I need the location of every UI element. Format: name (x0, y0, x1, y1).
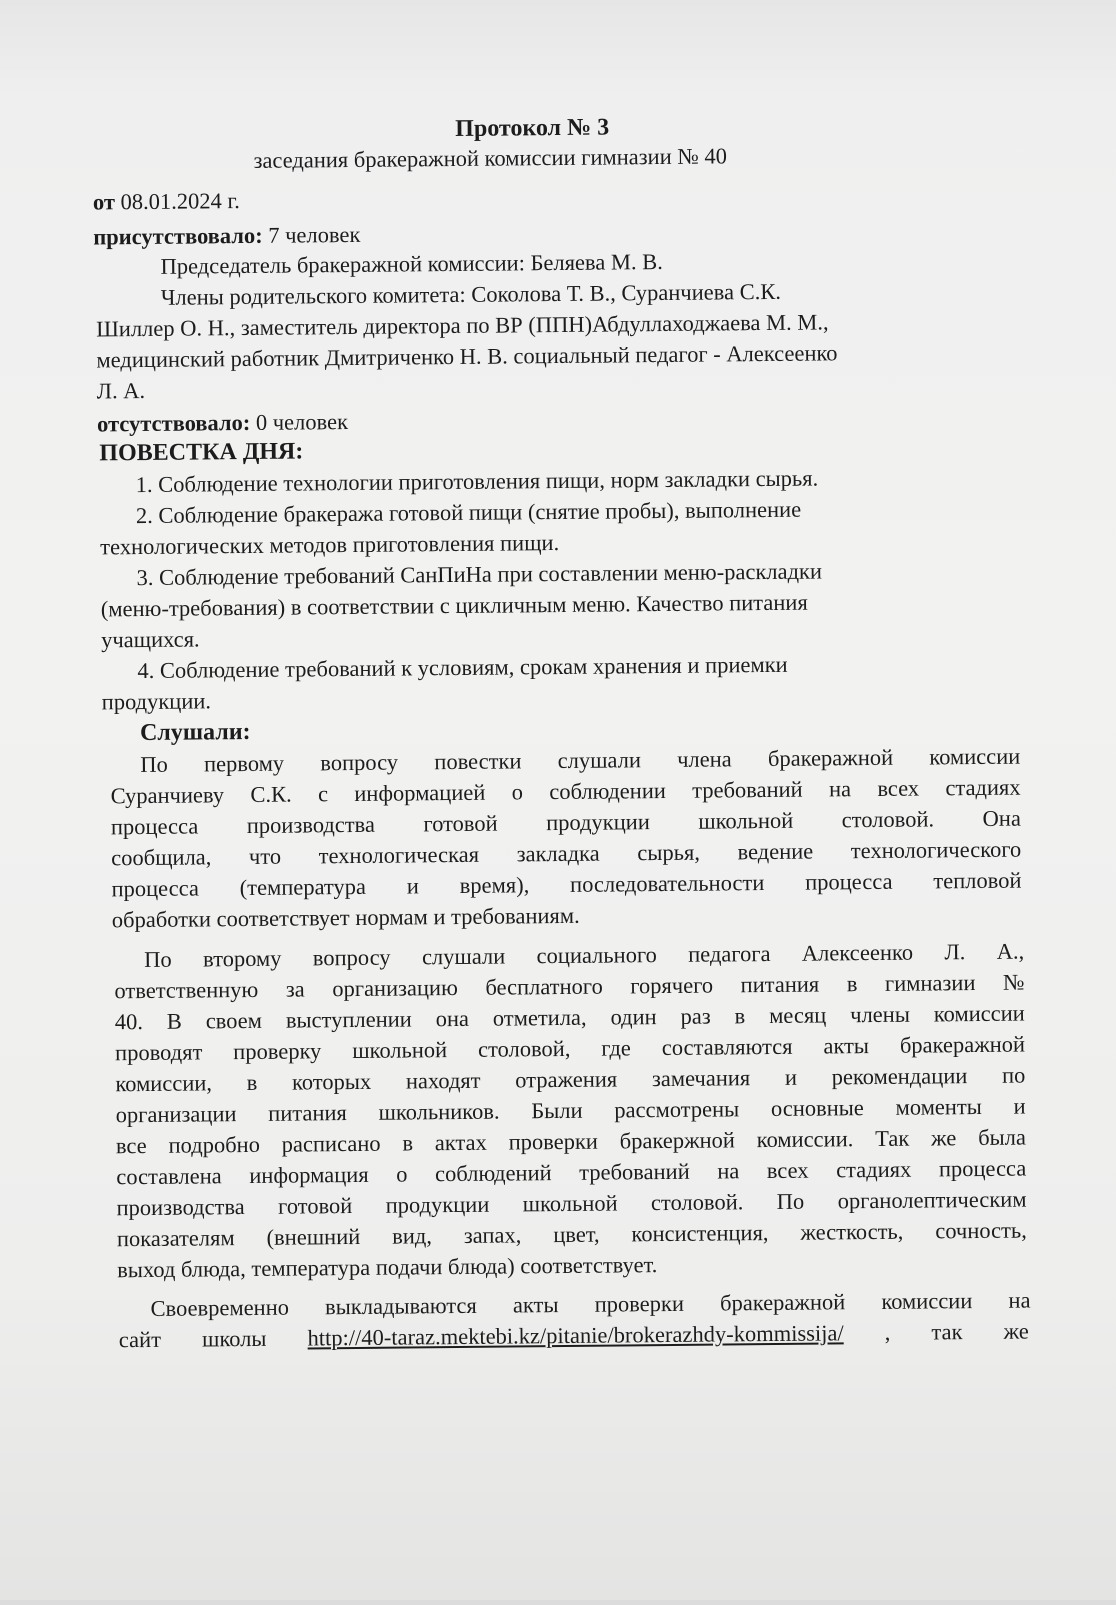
paragraph-line: все подробно расписано в актах проверки бракержной комиссии. Так же была (115, 1124, 1027, 1159)
paragraph-line: процесса (температура и время), последовательности процесса тепловой (111, 867, 1022, 902)
paragraph-line: Своевременно выкладываются акты проверки бракеражной комиссии на (150, 1287, 1031, 1321)
heard-heading: Слушали: (139, 718, 251, 747)
paragraph-line: проводят проверку школьной столовой, где составляются акты бракеражной (114, 1031, 1026, 1066)
members-line: Л. А. (96, 377, 146, 404)
pitanie-link[interactable]: http://40-taraz.mektebi.kz/pitanie/brokerazhdy-kommissija/ (307, 1320, 844, 1351)
site-suffix: , так же (884, 1318, 1029, 1345)
paragraph-line: По первому вопросу повестки слушали члена бракеражной комиссии (140, 743, 1021, 778)
agenda-item: 1. Соблюдение технологии приготовления пищи, норм закладки сырья. (135, 465, 819, 498)
date-label: от (92, 189, 116, 215)
paragraph-line: обработки соответствует нормам и требованиям. (111, 902, 580, 933)
agenda-item: технологических методов приготовления пищи. (100, 530, 560, 560)
chair-line: Председатель бракеражной комиссии: Беляева М. В. (160, 249, 663, 279)
agenda-item: 4. Соблюдение требований к условиям, срокам хранения и приемки (137, 651, 788, 684)
document-title: Протокол № 3 (455, 114, 610, 142)
paragraph-line: сообщила, что технологическая закладка сырья, ведение технологического (111, 836, 1022, 871)
paragraph-line: По второму вопросу слушали социального педагога Алексеенко Л. А., (144, 938, 1025, 973)
paragraph-line: Суранчиеву С.К. с информацией о соблюдении требований на всех стадиях (110, 774, 1021, 809)
paragraph-line: производства готовой продукции школьной столовой. По органолептическим (116, 1186, 1027, 1221)
absent-value: 0 человек (255, 409, 349, 435)
date-value: 08.01.2024 г. (120, 188, 240, 215)
site-prefix: сайт школы (118, 1325, 267, 1353)
paragraph-line: показателям (внешний вид, запах, цвет, консистенция, жесткость, сочность, (116, 1217, 1027, 1252)
members-line: Члены родительского комитета: Соколова Т. В., Суранчиева С.К. (160, 278, 782, 310)
paragraph-line: процесса производства готовой продукции школьной столовой. Она (110, 805, 1021, 840)
absent-line (97, 407, 348, 439)
members-line: медицинский работник Дмитриченко Н. В. социальный педагог - Алексеенко (96, 340, 838, 373)
absent-label: отсутствовало: (96, 409, 251, 437)
present-value: 7 человек (268, 221, 361, 248)
present-line (93, 220, 360, 253)
paragraph-line: комиссии, в которых находят отражения замечания и рекомендации по (115, 1062, 1026, 1097)
agenda-item: учащихся. (101, 626, 200, 653)
paragraph-line: ответственную за организацию бесплатного горячего питания в гимназии № (114, 969, 1025, 1004)
agenda-item: продукции. (101, 688, 212, 715)
members-line: Шиллер О. Н., заместитель директора по ВР (ППН)Абдуллаходжаева М. М., (96, 309, 829, 342)
paragraph-line: составлена информация о соблюдений требований на всех стадиях процесса (116, 1155, 1027, 1190)
present-label: присутствовало: (93, 222, 263, 250)
agenda-item: 2. Соблюдение бракеража готовой пищи (снятие пробы), выполнение (135, 496, 802, 529)
agenda-item: 3. Соблюдение требований СанПиНа при составлении меню-раскладки (136, 558, 823, 591)
agenda-heading: ПОВЕСТКА ДНЯ: (99, 438, 304, 467)
date-line (93, 186, 240, 217)
paragraph-line: 40. В своем выступлении она отметила, один раз в месяц члены комиссии (114, 1000, 1025, 1035)
paragraph-line: выход блюда, температура подачи блюда) соответствует. (117, 1252, 658, 1283)
document-subtitle: заседания бракеражной комиссии гимназии № 40 (253, 143, 728, 173)
paragraph-line: организации питания школьников. Были рассмотрены основные моменты и (115, 1093, 1026, 1128)
agenda-item: (меню-требования) в соответствии с цикличным меню. Качество питания (100, 589, 808, 622)
